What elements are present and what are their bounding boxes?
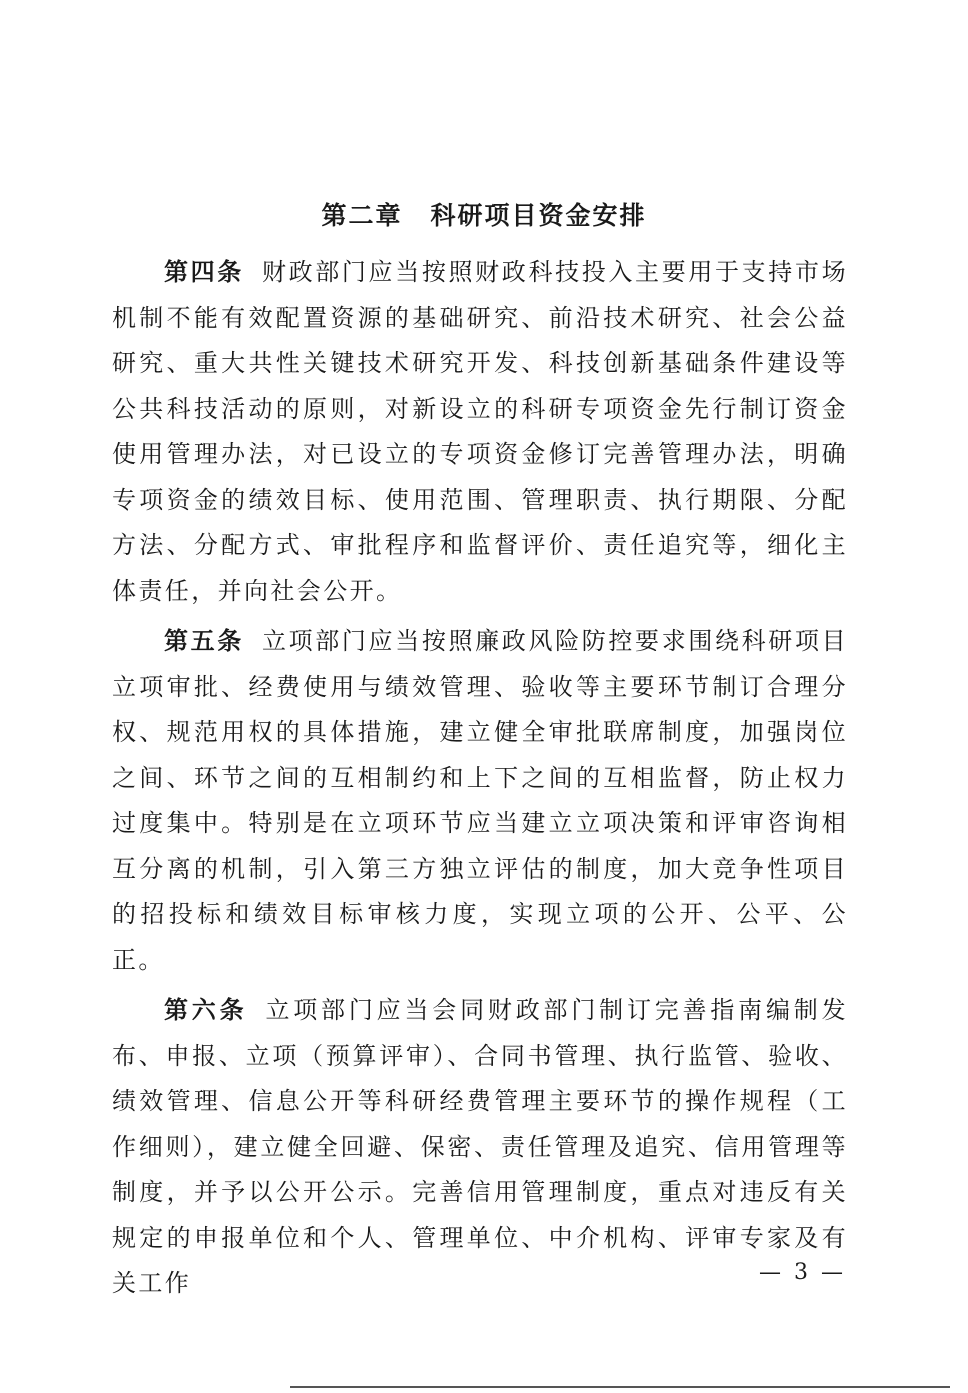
- page-number: — 3 —: [759, 1260, 846, 1285]
- scan-edge-line: [290, 1386, 950, 1388]
- article-label: 第四条: [164, 258, 244, 286]
- article-label: 第五条: [164, 627, 244, 655]
- article-text: 财政部门应当按照财政科技投入主要用于支持市场机制不能有效配置资源的基础研究、前沿技术研究、社会公益研究、重大共性关键技术研究开发、科技创新基础条件建设等公共科技活动的原则，对新设立的科研专项资金先行制订资金使用管理办法，对已设立的专项资金修订完善管理办法，明确专项资金的绩效目标、使用范围、管理职责、执行期限、分配方法、分配方式、审批程序和监督评价、责任追究等，细化主体责任，并向社会公开。: [112, 258, 848, 605]
- article-text: 立项部门应当会同财政部门制订完善指南编制发布、申报、立项（预算评审）、合同书管理、执行监管、验收、绩效管理、信息公开等科研经费管理主要环节的操作规程（工作细则），建立健全回避、保密、责任管理及追究、信用管理等制度，并予以公开公示。完善信用管理制度，重点对违反有关规定的申报单位和个人、管理单位、中介机构、评审专家及有关工作: [112, 996, 849, 1297]
- article-label: 第六条: [164, 996, 248, 1024]
- chapter-number: 第二章: [321, 201, 403, 230]
- chapter-heading: 科研项目资金安排: [430, 201, 647, 230]
- article-paragraph: [112, 250, 848, 614]
- article-text: 立项部门应当按照廉政风险防控要求围绕科研项目立项审批、经费使用与绩效管理、验收等主要环节制订合理分权、规范用权的具体措施，建立健全审批联席制度，加强岗位之间、环节之间的互相制约和上下之间的互相监督，防止权力过度集中。特别是在立项环节应当建立立项决策和评审咨询相互分离的机制，引入第三方独立评估的制度，加大竞争性项目的招投标和绩效目标审核力度，实现立项的公开、公平、公正。: [112, 627, 848, 974]
- chapter-title: [0, 196, 968, 236]
- article-paragraph: [112, 619, 848, 983]
- document-body: [112, 250, 848, 1312]
- article-paragraph: [112, 988, 848, 1307]
